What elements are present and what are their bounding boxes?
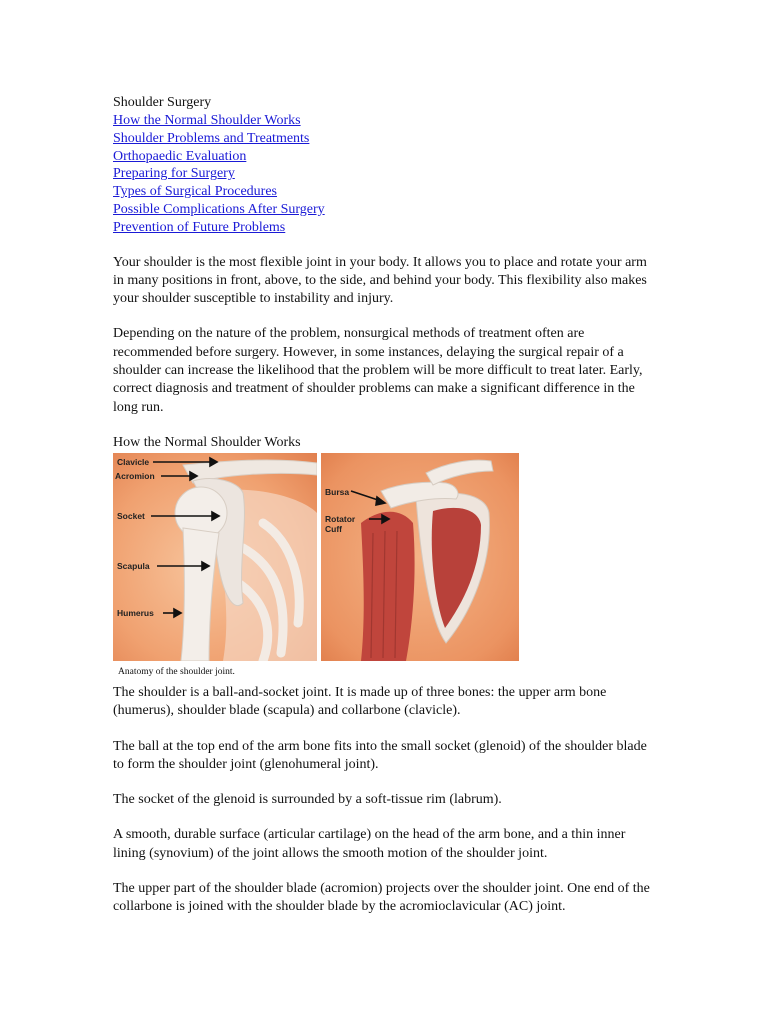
body-paragraph: The shoulder is a ball-and-socket joint. It is made up of three bones: the upper arm bone (humerus), shoulder blade (scapula) and collarbone (clavicle). [113,684,607,719]
figure-caption: Anatomy of the shoulder joint. [118,666,235,677]
label-clavicle: Clavicle [117,456,150,467]
toc-link-complications[interactable]: Possible Complications After Surgery [113,201,325,217]
body-paragraph: The ball at the top end of the arm bone fits into the small socket (glenoid) of the shoulder blade to form the shoulder joint (glenohumeral joint). [113,738,647,772]
label-bursa: Bursa [325,486,350,497]
body-paragraph: The socket of the glenoid is surrounded by a soft-tissue rim (labrum). [113,792,502,808]
section-heading: How the Normal Shoulder Works [113,434,301,450]
bone-anatomy-illustration [113,453,317,661]
rotator-cuff-illustration [321,453,519,661]
toc-item [113,148,658,166]
anatomy-figure [113,453,658,661]
toc-link-orthopaedic-evaluation[interactable]: Orthopaedic Evaluation [113,148,247,164]
body-paragraph: A smooth, durable surface (articular cartilage) on the head of the arm bone, and a thin inner lining (synovium) of the joint allows the smooth motion of the shoulder joint. [113,827,626,861]
label-humerus: Humerus [117,607,154,618]
toc-link-preparing-surgery[interactable]: Preparing for Surgery [113,166,235,182]
document-title: Shoulder Surgery [113,95,212,110]
toc-link-prevention[interactable]: Prevention of Future Problems [113,219,286,235]
label-socket: Socket [117,510,145,521]
document-content [113,94,658,917]
toc-link-normal-shoulder[interactable]: How the Normal Shoulder Works [113,113,301,128]
toc-item [113,219,658,237]
toc-item [113,201,658,219]
toc-link-surgical-procedures[interactable]: Types of Surgical Procedures [113,184,278,200]
toc-item [113,183,658,201]
table-of-contents [113,112,658,237]
label-acromion: Acromion [115,470,155,481]
toc-item [113,130,658,148]
intro-paragraph: Depending on the nature of the problem, nonsurgical methods of treatment often are recommended before surgery. However, in some instances, delaying the surgical repair of a shoulder can increase the likelihood that the problem will be more difficult to treat later. Early, correct diagnosis and treatment of shoulder problems can make a significant difference in the long run. [113,326,643,415]
body-paragraph: The upper part of the shoulder blade (acromion) projects over the shoulder joint. One end of the collarbone is joined with the shoulder blade by the acromioclavicular (AC) joint. [113,881,650,915]
toc-link-problems-treatments[interactable]: Shoulder Problems and Treatments [113,130,310,146]
intro-paragraph: Your shoulder is the most flexible joint in your body. It allows you to place and rotate your arm in many positions in front, above, to the side, and behind your body. This flexibility also makes your shoulder susceptible to instability and injury. [113,254,647,307]
toc-item [113,165,658,183]
label-scapula: Scapula [117,560,150,571]
label-cuff: Cuff [325,523,342,534]
toc-item [113,112,658,130]
label-rotator: Rotator [325,513,356,524]
